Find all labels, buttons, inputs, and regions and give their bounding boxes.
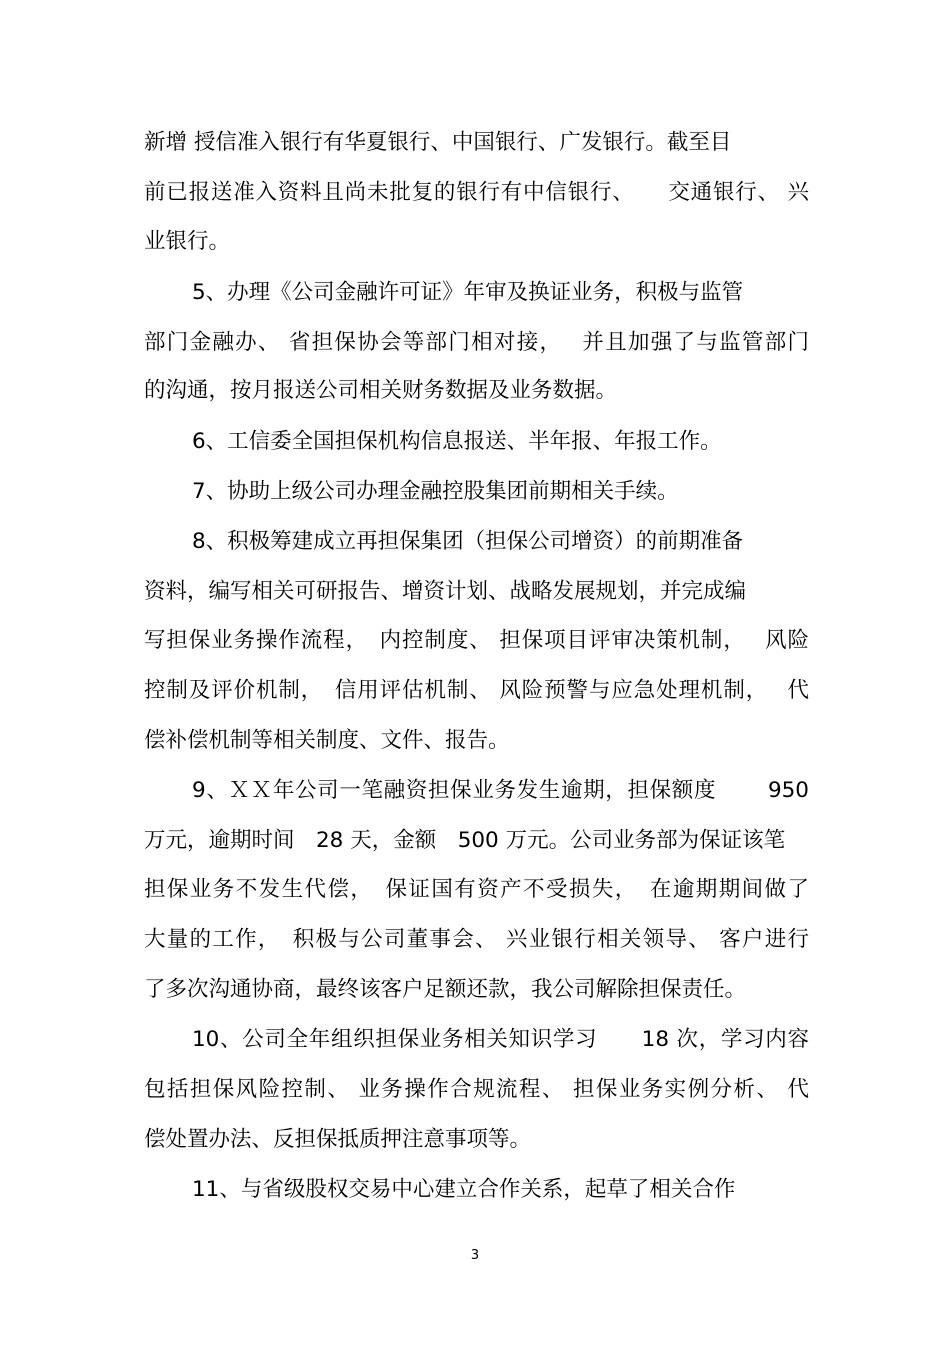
text-line: 写担保业务操作流程， 内控制度、 担保项目评审决策机制， 风险	[144, 628, 809, 653]
text-line: 业银行。	[144, 229, 231, 254]
text-line: 5、办理《公司金融许可证》年审及换证业务，积极与监管	[192, 280, 744, 305]
text-line: 偿补偿机制等相关制度、文件、报告。	[144, 728, 510, 753]
text-line: 前已报送准入资料且尚未批复的银行有中信银行、 交通银行、 兴	[144, 180, 809, 205]
page-number: 3	[470, 1248, 480, 1263]
text-line: 控制及评价机制， 信用评估机制、 风险预警与应急处理机制， 代	[144, 678, 809, 703]
text-line: 了多次沟通协商，最终该客户足额还款，我公司解除担保责任。	[144, 977, 747, 1002]
text-line: 资料，编写相关可研报告、增资计划、战略发展规划，并完成编	[144, 579, 747, 604]
text-line: 7、协助上级公司办理金融控股集团前期相关手续。	[192, 479, 679, 504]
text-line: 包括担保风险控制、 业务操作合规流程、 担保业务实例分析、 代	[144, 1077, 809, 1102]
text-line: 8、积极筹建成立再担保集团（担保公司增资）的前期准备	[192, 529, 744, 554]
text-line: 万元，逾期时间 28 天，金额 500 万元。公司业务部为保证该笔	[144, 828, 786, 853]
text-line: 6、工信委全国担保机构信息报送、半年报、年报工作。	[192, 429, 722, 454]
text-line: 11、与省级股权交易中心建立合作关系，起草了相关合作	[192, 1177, 736, 1202]
text-line: 的沟通，按月报送公司相关财务数据及业务数据。	[144, 378, 618, 403]
text-line: 担保业务不发生代偿， 保证国有资产不受损失， 在逾期期间做了	[144, 877, 809, 902]
text-line: 10、公司全年组织担保业务相关知识学习 18 次，学习内容	[192, 1027, 809, 1052]
text-line: 部门金融办、 省担保协会等部门相对接， 并且加强了与监管部门	[144, 330, 809, 355]
text-line: 偿处置办法、反担保抵质押注意事项等。	[144, 1127, 532, 1152]
text-line: 9、ＸＸ年公司一笔融资担保业务发生逾期，担保额度 950	[192, 778, 809, 803]
text-line: 新增 授信准入银行有华夏银行、中国银行、广发银行。截至目	[144, 130, 732, 155]
text-line: 大量的工作， 积极与公司董事会、 兴业银行相关领导、 客户进行	[144, 927, 809, 952]
